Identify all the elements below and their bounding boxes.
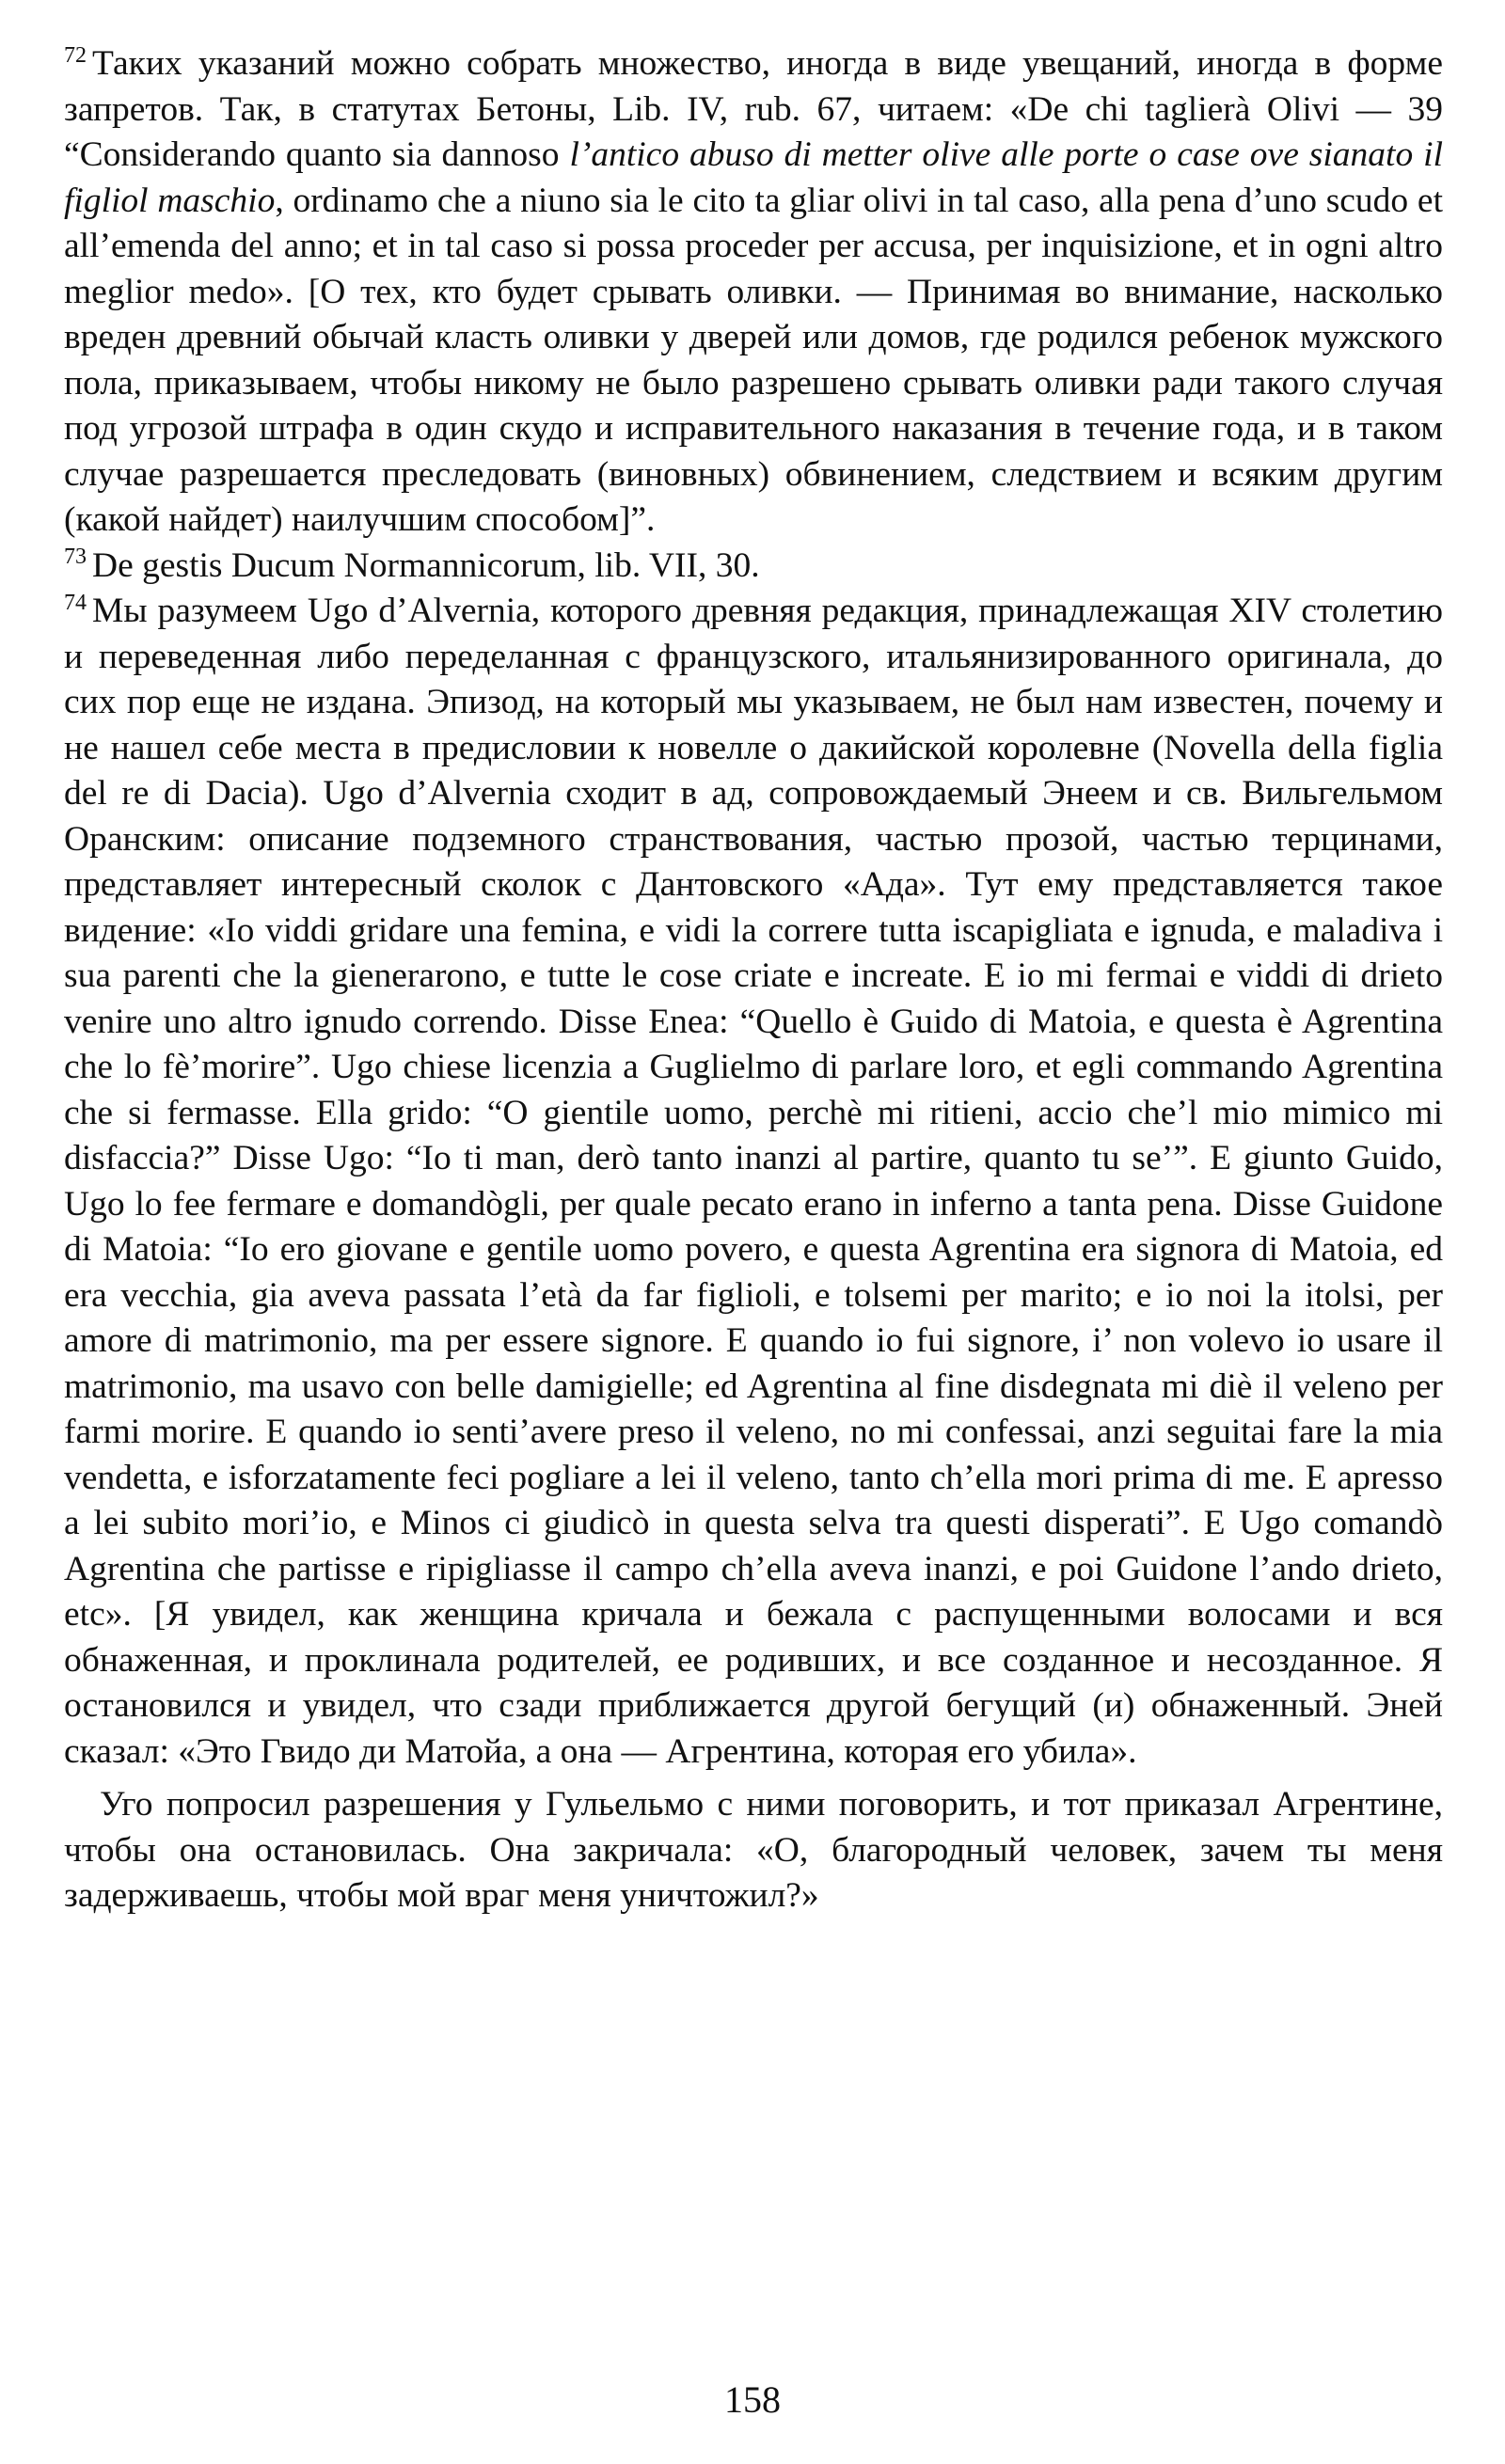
footnote-74: [64, 589, 1443, 1775]
page-body: [64, 41, 1443, 1919]
footnote-73: [64, 544, 1443, 590]
page-number: 158: [724, 2378, 781, 2421]
footnote-72: [64, 41, 1443, 544]
footnote-number: 73: [64, 545, 87, 569]
footnote-text: De gestis Ducum Normannicorum, lib. VII, 30.: [92, 545, 760, 585]
footnote-italic-text: l’antico abuso di metter olive alle porte o case ove sianato il figliol maschio: [64, 135, 1443, 220]
footnote-number: 72: [64, 42, 87, 68]
continuation-paragraph: Уго попросил разрешения у Гульельмо с ними поговорить, и тот приказал Агрентине, чтобы она остановилась. Она закричала: «О, благородный человек, зачем ты меня задерживаешь, чтобы мой враг меня уничтожил?»: [64, 1785, 1443, 1915]
footnote-number: 74: [64, 590, 87, 615]
footnote-text: , ordinamo che a niuno sia le cito ta gliar olivi in tal caso, alla pena d’uno scudo et all’emenda del anno; et in tal caso si possa proceder per accusa, per inquisizione, et in ogni altro meglior medo». [О тех, кто будет срывать оливки. — Принимая во внимание, насколько вреден древний обычай класть оливки у дверей или домов, где родился ребенок мужского пола, приказываем, чтобы никому не было разрешено срывать оливки ради такого случая под угрозой штрафа в один скудо и исправительного наказания в течение года, и в таком случае разрешается преследовать (виновных) обвинением, следствием и всяким другим (какой найдет) наилучшим способом]”.: [64, 181, 1443, 539]
footnote-text: Таких указаний можно собрать множество, иногда в виде увещаний, иногда в форме запретов. Так, в статутах Бетоны, Lib. IV, rub. 67, читаем: «De chi taglierà Olivi — 39 “Considerando quanto sia dannoso: [64, 44, 1443, 174]
footnote-text: Мы разумеем Ugo d’Alvernia, которого древняя редакция, принадлежащая XIV столетию и переведенная либо переделанная с французского, итальянизированного оригинала, до сих пор еще не издана. Эпизод, на который мы указываем, не был нам известен, почему и не нашел себе места в предисловии к новелле о дакийской королевне (Novella della figlia del re di Dacia). Ugo d’Alvernia сходит в ад, сопровождаемый Энеем и св. Вильгельмом Оранским: описание подземного странствования, частью прозой, частью терцинами, представляет интересный сколок с Дантовского «Ада». Тут ему представляется такое видение: «Io viddi gridare una femina, e vidi la correre tutta iscapigliata e ignuda, e maladiva i sua parenti che la gienerarono, e tutte le cose criate e increate. E io mi fermai e viddi di drieto venire uno altro ignudo correndo. Disse Enea: “Quello è Guido di Matoia, e questa è Agrentina che lo fè’morire”. Ugo chiese licenzia a Guglielmo di parlare loro, et egli commando Agrentina che si fermasse. Ella grido: “O gientile uomo, perchè mi ritieni, accio che’l mio mimico mi disfaccia?” Disse Ugo: “Io ti man, derò tanto inanzi al partire, quanto tu se’”. E giunto Guido, Ugo lo fee fermare e domandògli, per quale pecato erano in inferno a tanta pena. Disse Guidone di Matoia: “Io ero giovane e gentile uomo povero, e questa Agrentina era signora di Matoia, ed era vecchia, gia aveva passata l’età da far figlioli, e tolsemi per marito; e io noi la itolsi, per amore di matrimonio, ma per essere signore. E quando io fui signore, i’ non volevo io usare il matrimonio, ma usavo con belle damigielle; ed Agrentina al fine disdegnata mi diè il veleno per farmi morire. E quando io senti’avere preso il veleno, no mi confessai, anzi seguitai fare la mia vendetta, e isforzatamente feci pogliare a lei il veleno, tanto ch’ella mori prima di me. E apresso a lei subito mori’io, e Minos ci giudicò in questa selva tra questi disperati”. E Ugo comandò Agrentina che partisse e ripigliasse il campo ch’ella aveva inanzi, e poi Guidone l’ando drieto, etc». [Я увидел, как женщина кричала и бежала с распущенными волосами и вся обнаженная, и проклинала родителей, ее родивших, и все созданное и несозданное. Я остановился и увидел, что сзади приближается другой бегущий (и) обнаженный. Эней сказал: «Это Гвидо ди Матойа, а она — Агрентина, которая его убила».: [64, 592, 1443, 1771]
